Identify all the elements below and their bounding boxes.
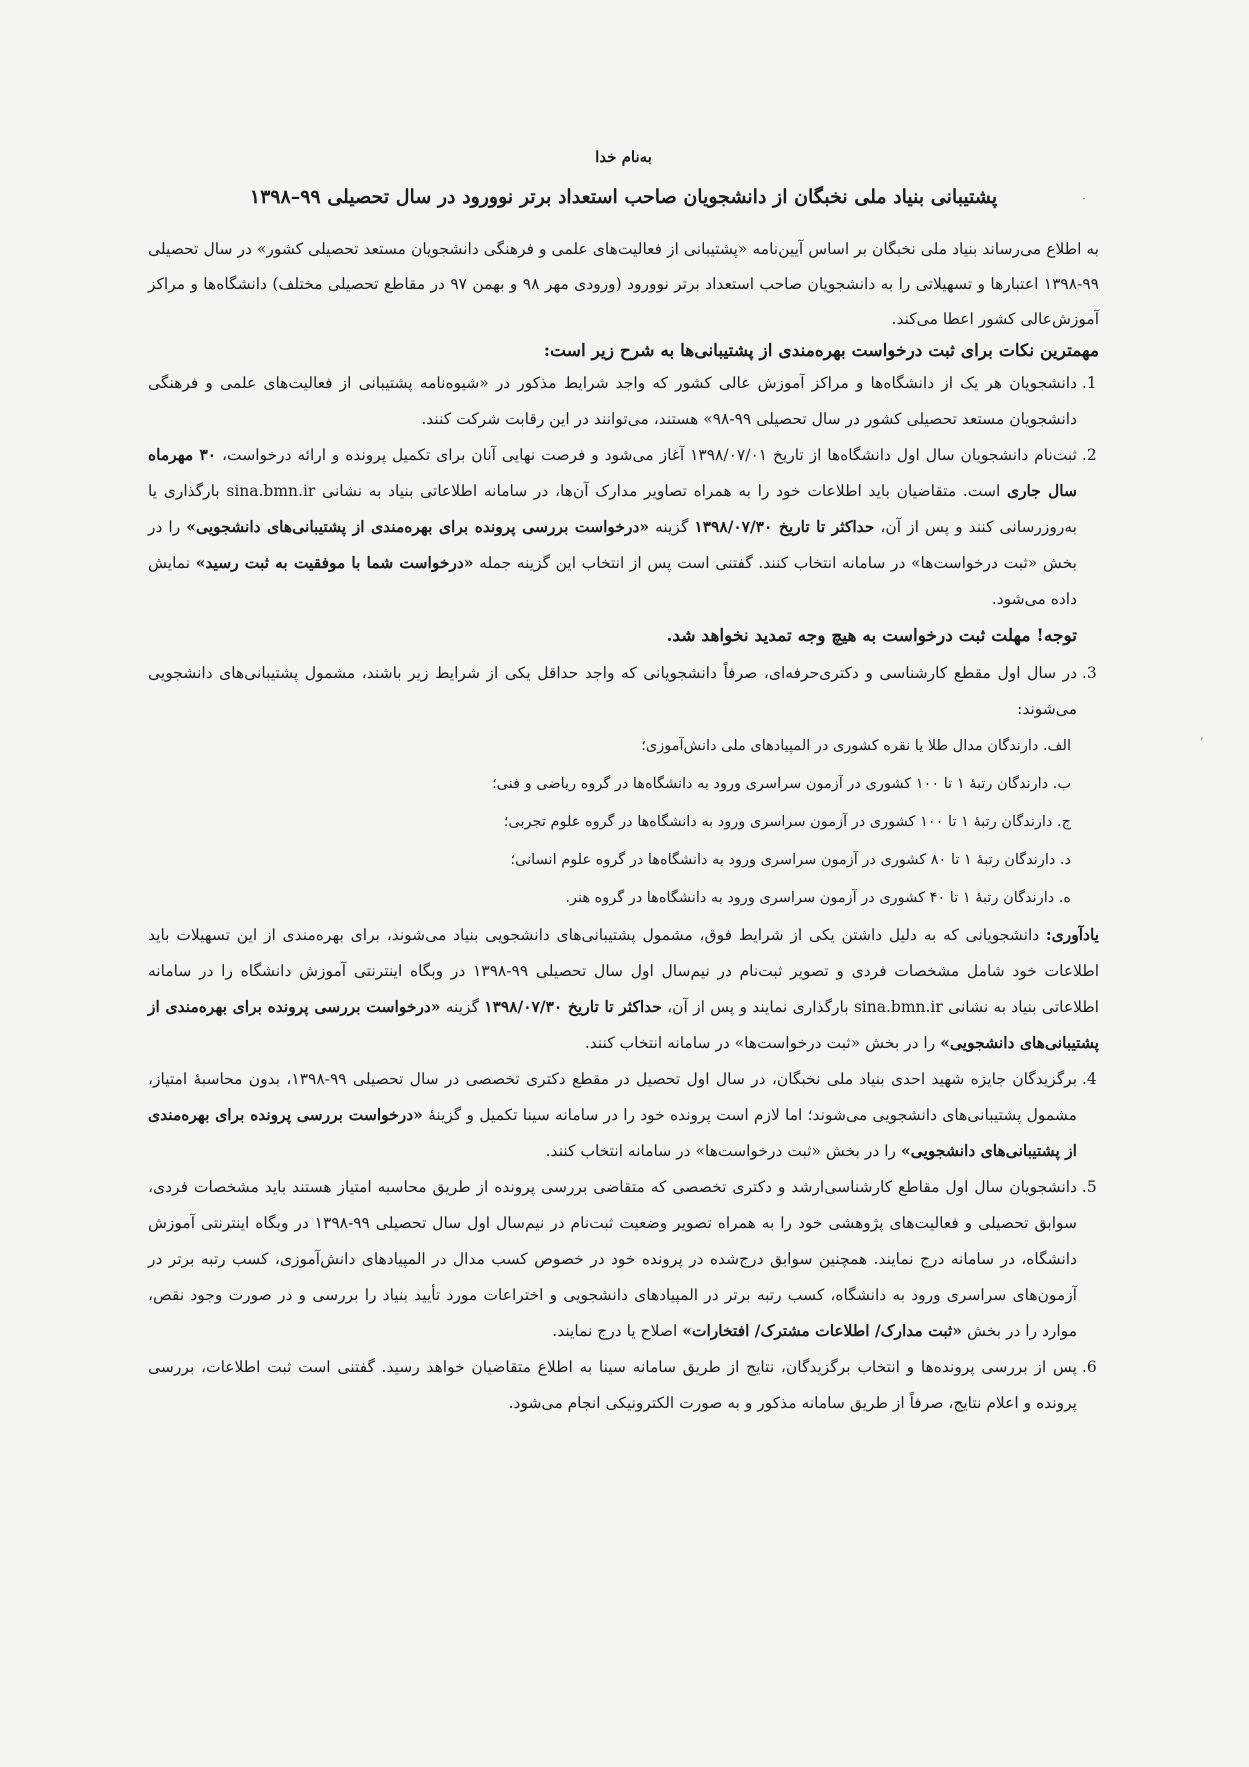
item-1: 1. دانشجویان هر یک از دانشگاه‌ها و مراکز آموزش عالی کشور که واجد شرایط مذکور در «شیوه‌نامه پشتیبانی از فعالیت‌های علمی و فرهنگی دانشجویان مستعد تحصیلی کشور در سال تحصیلی ۹۹-۹۸» هستند، می‌توانند در این رقابت شرکت کنند. (148, 365, 1077, 437)
condition-item: ه. دارندگان رتبهٔ ۱ تا ۴۰ کشوری در آزمون سراسری ورود به دانشگاه‌ها در گروه هنر. (565, 890, 1071, 906)
item-3: 3. در سال اول مقطع کارشناسی و دکتری‌حرفه‌ای، صرفاً دانشجویانی که واجد حداقل یکی از شرایط زیر باشند، مشمول پشتیبانی‌های دانشجویی می‌شوند: الف. دارندگان مدال طلا یا نقره کشوری در المپیادهای ملی دانش‌آموزی؛ ب. دارندگان رتبهٔ ۱ تا ۱۰۰ کشوری در آزمون سراسری ورود به دانشگاه‌ها در گروه ریاضی و فنی؛ ج. دارندگان رتبهٔ ۱ تا ۱۰۰ کشوری در آزمون سراسری ورود به دانشگاه‌ها در گروه علوم تجربی؛ د. دارندگان رتبهٔ ۱ تا ۸۰ کشوری در آزمون سراسری ورود به دانشگاه‌ها در گروه علوم انسانی؛ ه. دارندگان رتبهٔ ۱ تا ۴۰ کشوری در آزمون سراسری ورود به دانشگاه‌ها در گروه هنر. یادآوری: دانشجویانی که به دلیل داشتن یکی از شرایط فوق، مشمول پشتیبانی‌های دانشجویی بنیاد می‌شوند، برای بهره‌مندی از این تسهیلات باید اطلاعات خود شامل مشخصات فردی و تصویر ثبت‌نام در نیم‌سال اول سال تحصیلی ۹۹-۱۳۹۸ در وبگاه اینترنتی آموزش دانشگاه را در سامانه اطلاعاتی بنیاد به نشانی sina.bmn.ir بارگذاری نمایند و پس از آن، حداکثر تا تاریخ ۱۳۹۸/۰۷/۳۰ گزینه «درخواست بررسی پرونده برای بهره‌مندی از پشتیبانی‌های دانشجویی» را در بخش «ثبت درخواست‌ها» در سامانه انتخاب کنند. (148, 655, 1077, 1061)
reminder-deadline: حداکثر تا تاریخ ۱۳۹۸/۰۷/۳۰ (484, 997, 662, 1016)
condition-item: الف. دارندگان مدال طلا یا نقره کشوری در المپیادهای ملی دانش‌آموزی؛ (641, 738, 1071, 754)
scan-speck: , (1200, 728, 1204, 742)
reminder-option: «درخواست بررسی پرونده برای بهره‌مندی از پشتیبانی‌های دانشجویی» (148, 997, 1099, 1052)
conditions-list (148, 727, 1077, 917)
deadline-limit: حداکثر تا تاریخ ۱۳۹۸/۰۷/۳۰ (694, 517, 875, 536)
reminder-label: یادآوری: (1045, 925, 1099, 944)
item-5: 5. دانشجویان سال اول مقاطع کارشناسی‌ارشد و دکتری تخصصی که متقاضی بررسی پرونده از طریق محاسبه امتیاز هستند باید مشخصات فردی، سوابق تحصیلی و فعالیت‌های پژوهشی خود را به همراه تصویر وضعیت ثبت‌نام در نیم‌سال اول سال تحصیلی ۹۹-۱۳۹۸ در وبگاه اینترنتی آموزش دانشگاه، در سامانه درج نمایند. همچنین سوابق درج‌شده در پرونده خود در خصوص کسب مدال در المپیادهای دانش‌آموزی، کسب رتبه برتر در آزمون‌های سراسری ورود به دانشگاه، کسب رتبه برتر در المپیادهای دانشجویی و اختراعات مورد تأیید بنیاد را بررسی و در صورت وجود نقص، موارد را در بخش «ثبت مدارک/ اطلاعات مشترک/ افتخارات» اصلاح یا درج نمایند. (148, 1169, 1077, 1349)
item-6: 6. پس از بررسی پرونده‌ها و انتخاب برگزیدگان، نتایج از طریق سامانه سینا به اطلاع متقاضیان خواهد رسید. گفتنی است ثبت اطلاعات، بررسی پرونده و اعلام نتایج، صرفاً از طریق سامانه مذکور و به صورت الکترونیکی انجام می‌شود. (148, 1349, 1077, 1421)
item-4: 4. برگزیدگان جایزه شهید احدی بنیاد ملی نخبگان، در سال اول تحصیل در مقطع دکتری تخصصی در سال تحصیلی ۹۹-۱۳۹۸، بدون محاسبهٔ امتیاز، مشمول پشتیبانی‌های دانشجویی می‌شوند؛ اما لازم است پرونده خود را در سامانه سینا تکمیل و گزینهٔ «درخواست بررسی پرونده برای بهره‌مندی از پشتیبانی‌های دانشجویی» را در بخش «ثبت درخواست‌ها» در سامانه انتخاب کنند. (148, 1061, 1077, 1169)
condition-item: ب. دارندگان رتبهٔ ۱ تا ۱۰۰ کشوری در آزمون سراسری ورود به دانشگاه‌ها در گروه ریاضی و فنی؛ (492, 776, 1071, 792)
item5-section: «ثبت مدارک/ اطلاعات مشترک/ افتخارات» (682, 1321, 963, 1340)
item4-option: «درخواست بررسی پرونده برای بهره‌مندی از پشتیبانی‌های دانشجویی» (148, 1105, 1077, 1160)
item-2: 2. ثبت‌نام دانشجویان سال اول دانشگاه‌ها از تاریخ ۱۳۹۸/۰۷/۰۱ آغاز می‌شود و فرصت نهایی آنان برای تکمیل پرونده و ارائه درخواست، ۳۰ مهرماه سال جاری است. متقاضیان باید اطلاعات خود را به همراه تصاویر مدارک آن‌ها، در سامانه اطلاعاتی بنیاد به نشانی sina.bmn.ir بارگذاری یا به‌روزرسانی کنند و پس از آن، حداکثر تا تاریخ ۱۳۹۸/۰۷/۳۰ گزینه «درخواست بررسی پرونده برای بهره‌مندی از پشتیبانی‌های دانشجویی» را در بخش «ثبت درخواست‌ها» در سامانه انتخاب کنند. گفتنی است پس از انتخاب این گزینه جمله «درخواست شما با موفقیت به ثبت رسید» نمایش داده می‌شود. توجه! مهلت ثبت درخواست به هیچ وجه تمدید نخواهد شد. (148, 437, 1077, 655)
key-points-heading: مهمترین نکات برای ثبت درخواست بهره‌مندی از پشتیبانی‌ها به شرح زیر است: (543, 341, 1099, 361)
warning-note: توجه! مهلت ثبت درخواست به هیچ وجه تمدید نخواهد شد. (666, 626, 1077, 646)
deadline-date: ۳۰ مهرماه سال جاری (148, 445, 1077, 500)
document-title: پشتیبانی بنیاد ملی نخبگان از دانشجویان صاحب استعداد برتر نوورود در سال تحصیلی ۹۹–۱۳۹۸ (249, 186, 998, 208)
intro-paragraph: به اطلاع می‌رساند بنیاد ملی نخبگان بر اساس آیین‌نامه «پشتیبانی از فعالیت‌های علمی و فرهنگی دانشجویان مستعد تحصیلی کشور» در سال تحصیلی ۹۹-۱۳۹۸ اعتبارها و تسهیلاتی را به دانشجویان صاحب استعداد برتر نوورود (ورودی مهر ۹۸ و بهمن ۹۷ در مقاطع تحصیلی مختلف) دانشگاه‌ها و مراکز آموزش‌عالی کشور اعطا می‌کند. (148, 240, 1100, 328)
condition-item: د. دارندگان رتبهٔ ۱ تا ۸۰ کشوری در آزمون سراسری ورود به دانشگاه‌ها در گروه علوم انسانی؛ (510, 852, 1071, 868)
scan-speck: · (1082, 192, 1086, 206)
numbered-items (148, 365, 1099, 1421)
reminder-paragraph: یادآوری: دانشجویانی که به دلیل داشتن یکی از شرایط فوق، مشمول پشتیبانی‌های دانشجویی بنیاد می‌شوند، برای بهره‌مندی از این تسهیلات باید اطلاعات خود شامل مشخصات فردی و تصویر ثبت‌نام در نیم‌سال اول سال تحصیلی ۹۹-۱۳۹۸ در وبگاه اینترنتی آموزش دانشگاه را در سامانه اطلاعاتی بنیاد به نشانی sina.bmn.ir بارگذاری نمایند و پس از آن، حداکثر تا تاریخ ۱۳۹۸/۰۷/۳۰ گزینه «درخواست بررسی پرونده برای بهره‌مندی از پشتیبانی‌های دانشجویی» را در بخش «ثبت درخواست‌ها» در سامانه انتخاب کنند. (148, 925, 1099, 1052)
condition-item: ج. دارندگان رتبهٔ ۱ تا ۱۰۰ کشوری در آزمون سراسری ورود به دانشگاه‌ها در گروه علوم تجربی؛ (503, 814, 1071, 830)
success-message: «درخواست شما با موفقیت به ثبت رسید» (195, 553, 474, 572)
bismillah-header: به‌نام خدا (595, 148, 652, 166)
request-option: «درخواست بررسی پرونده برای بهره‌مندی از پشتیبانی‌های دانشجویی» (186, 517, 650, 536)
